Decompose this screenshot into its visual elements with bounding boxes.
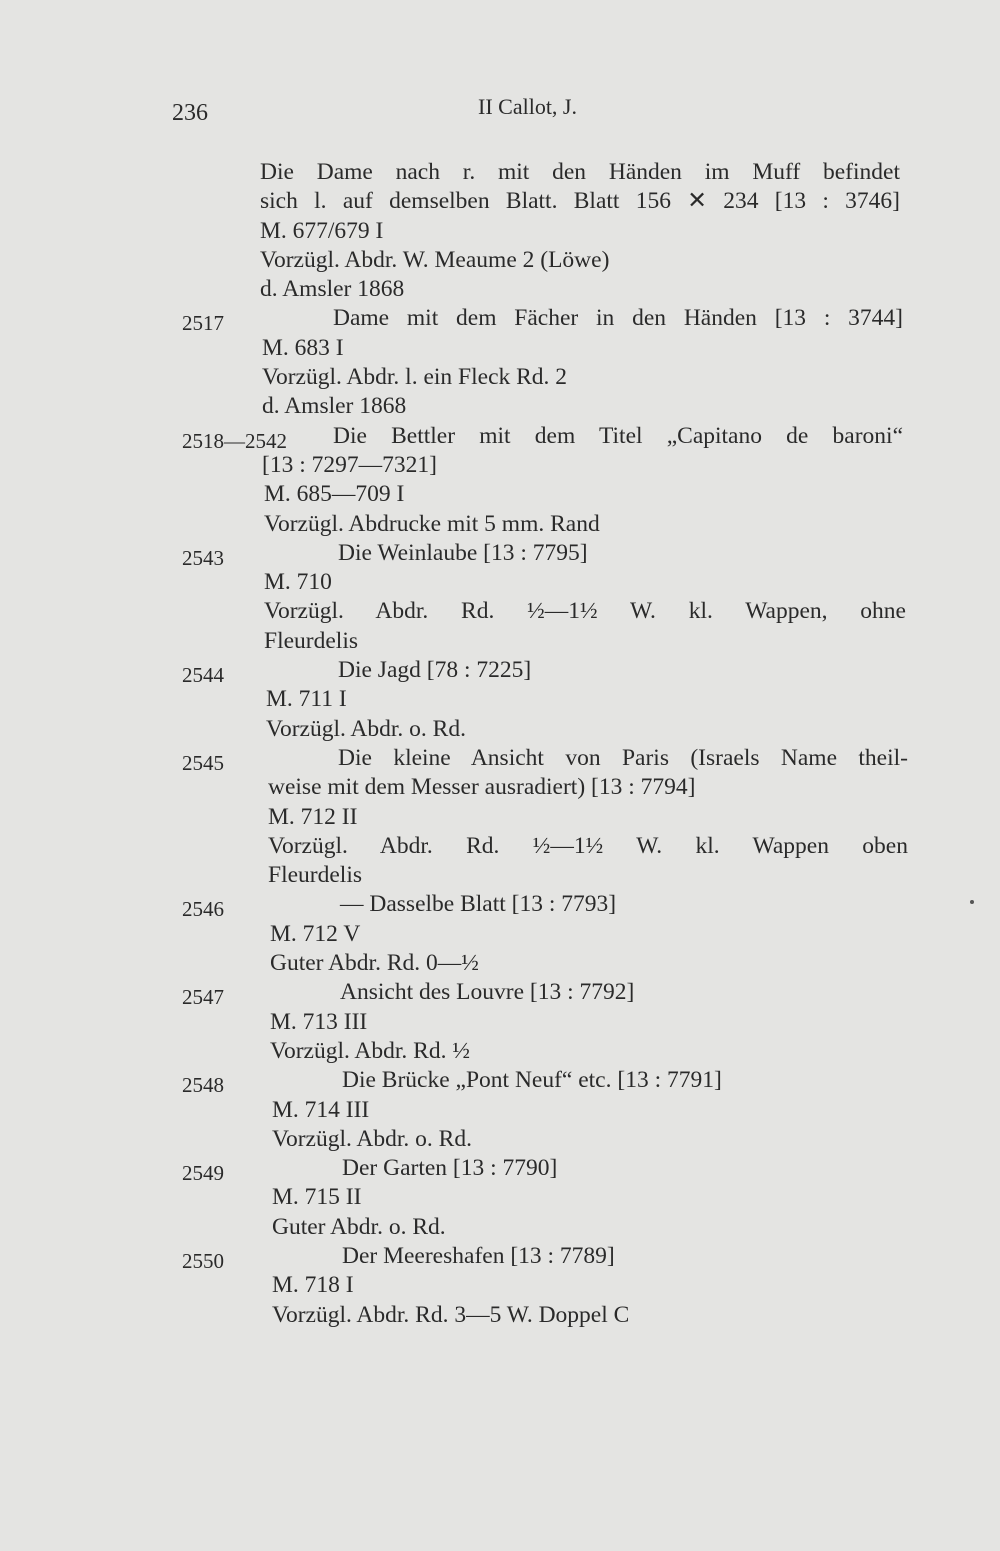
entry-text: [13 : 7297—7321]	[262, 451, 437, 478]
entry-text: Die Weinlaube [13 : 7795]	[338, 539, 588, 566]
entry-text: Vorzügl. Abdr. W. Meaume 2 (Löwe)	[260, 246, 610, 273]
entry-text: — Dasselbe Blatt [13 : 7793]	[340, 891, 617, 918]
entry-detail-line	[0, 1271, 1000, 1300]
entry-text: Vorzügl. Abdrucke mit 5 mm. Rand	[264, 510, 600, 537]
entry-title-line	[0, 158, 1000, 187]
entry-text: Fleurdelis	[268, 862, 362, 889]
entry-text: M. 711 I	[266, 686, 347, 713]
entry-text: Vorzügl. Abdr. l. ein Fleck Rd. 2	[262, 364, 568, 391]
entry-text: Die Jagd [78 : 7225]	[338, 657, 532, 684]
entry-title-line	[0, 1154, 1000, 1186]
entry-number: 2545	[182, 750, 224, 775]
catalog-entry	[0, 158, 1000, 304]
catalog-entry	[0, 1154, 1000, 1242]
entry-title-line	[0, 656, 1000, 688]
catalog-entry	[0, 304, 1000, 421]
catalog-entry	[0, 890, 1000, 978]
entry-title-line	[0, 1242, 1000, 1271]
entry-text: Ansicht des Louvre [13 : 7792]	[340, 979, 635, 1006]
entry-text: d. Amsler 1868	[262, 393, 407, 420]
entry-detail-line	[0, 451, 1000, 480]
catalog-entry	[0, 539, 1000, 656]
entry-detail-line	[0, 949, 1000, 978]
entry-detail-line	[0, 1301, 1000, 1330]
entry-text: M. 712 V	[270, 920, 361, 947]
entry-text: Vorzügl. Abdr. Rd. 3—5 W. Doppel C	[272, 1301, 630, 1328]
entry-detail-line	[0, 568, 1000, 597]
entry-detail-line	[0, 715, 1000, 744]
entry-text: Vorzügl. Abdr. o. Rd.	[272, 1125, 472, 1152]
entry-text: M. 715 II	[272, 1184, 362, 1211]
entry-text: M. 677/679 I	[260, 217, 384, 244]
catalog-entry	[0, 1242, 1000, 1330]
entry-text: Fleurdelis	[264, 627, 358, 654]
entry-number: 2543	[182, 545, 224, 570]
entry-text: Die kleine Ansicht von Paris (Israels Name theil-	[338, 744, 908, 771]
entry-text: M. 714 III	[272, 1096, 370, 1123]
entry-detail-line	[0, 627, 1000, 656]
entry-detail-line	[0, 861, 1000, 890]
catalog-entries	[0, 158, 1000, 1330]
entry-text: Der Garten [13 : 7790]	[342, 1155, 558, 1182]
entry-detail-line	[0, 187, 1000, 216]
entry-text: Vorzügl. Abdr. Rd. ½	[270, 1037, 470, 1064]
entry-text: sich l. auf demselben Blatt. Blatt 156 ✕ 234 [13 : 3746]	[260, 188, 900, 215]
entry-detail-line	[0, 246, 1000, 275]
entry-text: M. 683 I	[262, 334, 344, 361]
catalog-entry	[0, 656, 1000, 744]
entry-detail-line	[0, 773, 1000, 802]
catalog-entry	[0, 422, 1000, 539]
entry-detail-line	[0, 1125, 1000, 1154]
entry-text: Der Meereshafen [13 : 7789]	[342, 1242, 615, 1269]
entry-detail-line	[0, 392, 1000, 421]
entry-detail-line	[0, 1096, 1000, 1125]
entry-detail-line	[0, 803, 1000, 832]
entry-number: 2549	[182, 1161, 224, 1186]
entry-detail-line	[0, 1213, 1000, 1242]
entry-detail-line	[0, 920, 1000, 949]
entry-text: M. 718 I	[272, 1272, 354, 1299]
entry-detail-line	[0, 510, 1000, 539]
paper-speck	[970, 900, 974, 904]
entry-detail-line	[0, 217, 1000, 246]
entry-detail-line	[0, 1037, 1000, 1066]
entry-title-line	[0, 304, 1000, 336]
catalog-entry	[0, 744, 1000, 890]
entry-text: M. 710	[264, 569, 332, 596]
entry-detail-line	[0, 832, 1000, 861]
catalog-entry	[0, 1066, 1000, 1154]
entry-text: Die Bettler mit dem Titel „Capitano de baroni“	[333, 422, 903, 449]
running-title: II Callot, J.	[478, 94, 577, 119]
page-header	[0, 92, 1000, 128]
entry-text: Vorzügl. Abdr. o. Rd.	[266, 715, 466, 742]
entry-number: 2517	[182, 311, 224, 336]
entry-text: Dame mit dem Fächer in den Händen [13 : 3744]	[333, 305, 903, 332]
entry-number: 2546	[182, 897, 224, 922]
entry-title-line	[0, 744, 1000, 773]
entry-number: 2518—2542	[182, 428, 287, 453]
entry-text: weise mit dem Messer ausradiert) [13 : 7794]	[268, 774, 696, 801]
entry-text: M. 713 III	[270, 1008, 368, 1035]
entry-detail-line	[0, 334, 1000, 363]
entry-number: 2547	[182, 985, 224, 1010]
entry-detail-line	[0, 685, 1000, 714]
entry-text: Vorzügl. Abdr. Rd. ½—1½ W. kl. Wappen oben	[268, 832, 908, 859]
entry-title-line	[0, 1066, 1000, 1098]
entry-title-line	[0, 422, 1000, 451]
entry-text: Guter Abdr. Rd. 0—½	[270, 950, 479, 977]
entry-title-line	[0, 978, 1000, 1010]
catalog-entry	[0, 978, 1000, 1066]
entry-number: 2544	[182, 663, 224, 688]
entry-detail-line	[0, 597, 1000, 626]
entry-text: d. Amsler 1868	[260, 276, 405, 303]
entry-text: Die Brücke „Pont Neuf“ etc. [13 : 7791]	[342, 1067, 722, 1094]
entry-number: 2550	[182, 1248, 224, 1273]
entry-detail-line	[0, 363, 1000, 392]
entry-text: Die Dame nach r. mit den Händen im Muff befindet	[260, 159, 900, 185]
entry-detail-line	[0, 1183, 1000, 1212]
entry-text: Guter Abdr. o. Rd.	[272, 1213, 446, 1240]
entry-detail-line	[0, 1008, 1000, 1037]
entry-title-line	[0, 539, 1000, 568]
page-number: 236	[172, 100, 208, 126]
entry-text: M. 712 II	[268, 803, 358, 830]
entry-number: 2548	[182, 1073, 224, 1098]
entry-text: Vorzügl. Abdr. Rd. ½—1½ W. kl. Wappen, ohne	[264, 598, 906, 625]
entry-text: M. 685—709 I	[264, 481, 405, 508]
entry-detail-line	[0, 275, 1000, 304]
entry-title-line	[0, 890, 1000, 922]
entry-detail-line	[0, 480, 1000, 509]
